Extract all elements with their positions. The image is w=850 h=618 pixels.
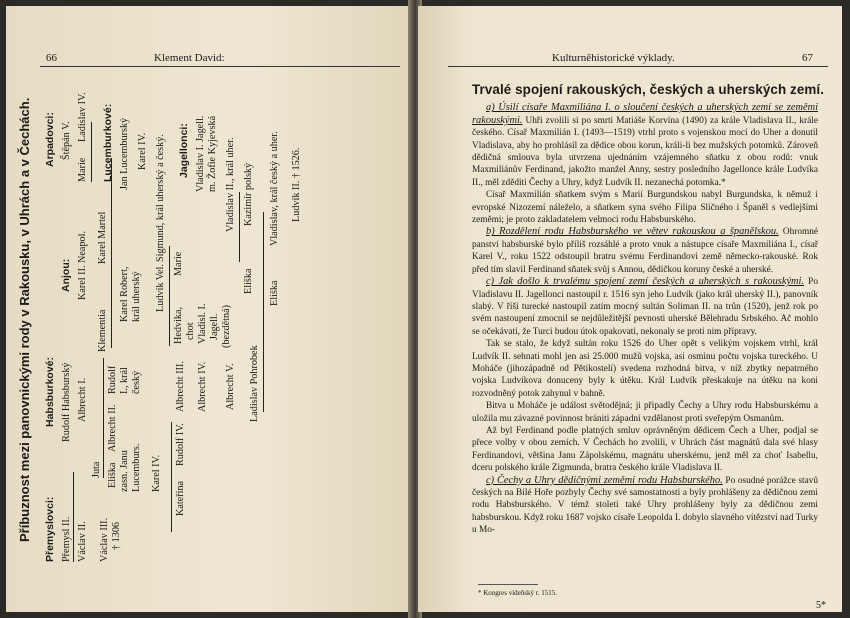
connector: [169, 246, 170, 346]
arpadovci-heading: Arpadovci:: [44, 112, 56, 167]
klementia: Klementia: [97, 309, 108, 352]
hedvika: Hedvika,: [173, 306, 184, 344]
genealogy-table: [11, 62, 411, 562]
anjou-heading: Anjou:: [60, 258, 72, 292]
section-a-text2: Císař Maxmilián sňatkem svým s Marií Burgundskou nabyl Burgundska, k němuž i evropské Nizozemí náleželo, a sňatkem syna svého Filipa Sličného i Španěl s vedlejšími zeměmi; je proto zakladatelem velmoci rodu Habsburského.: [472, 190, 818, 226]
connector: [111, 158, 112, 348]
section-d-title: c) Čechy a Uhry dědičnými zeměmi rodu Habsburského.: [486, 474, 723, 486]
hedvika-jagell: Jagell.: [209, 313, 220, 340]
albrecht-iv: Albrecht IV.: [197, 361, 208, 412]
rudolf-habsbursky: Rudolf Habsburský: [61, 362, 72, 442]
footnote: * Kongres vídeňský r. 1515.: [478, 589, 557, 597]
section-c-text: Po Vladislavu II. Jagellonci nastoupil r. 1516 syn jeho Ludvík (jako král uherský II.), panovník slabý. V říši turecké nastoupil zatím mocný sultán Soliman II. na trůn (1520), jenž rok po svém nastoupení zmocnil se nejdůležitější pevnosti uherské Bělehradu Srbského. Ač mohlo se očekávati, že Turci budou útok opakovati, nekonaly se proti nim přípravy.: [472, 277, 818, 337]
section-d-text: Po osudné porážce stavů českých na Bílé Hoře pozbyly Čechy své samostatnosti a byly prohlášeny za dědičnou zemi rodu Habsburského. V témž století také Uhry prohlášeny byly za dědičnou zemi habsburskou. Když roku 1687 vojsko císaře Leopolda I. dobylo slavného vítězství nad Turky u Mo-: [472, 475, 819, 536]
juta: Juta: [91, 461, 102, 478]
eliska-habsburk: Eliška: [107, 462, 118, 488]
right-header-rule: [448, 66, 828, 67]
kazimir-polsky: Kazimír polský: [243, 162, 254, 226]
paragraph-bitva: Bitva u Moháče je událost světodějná; ji připadly Čechy a Uhry rodu Habsburskému a uložila mu závazné povinnost brániti západní vzdělanost proti sveřepým Osmanům.: [472, 401, 818, 424]
section-a-text: Uhři zvolili si po smrti Matiáše Korvína (1490) za krále Vladislava II., krále českého. Císař Maxmilián I. (1493—1519) vtrhl proto s vojenskou mocí do Uher a donutil Vladislava, aby ho prohlásil za dědice obou korun, králi-li bez mužských potomků. Zároveň dědičná smlouva byla utvrzena ujednáním vzájemného sňatku z obou rodů: vnuk Maxmiliánův Ferdinand, jakožto manžel Anny, sestry posledního Jagellonce krále Ludvíka II., měl zděditi Čechy a Uhry, když Ludvík II. nezanechá potomka.*: [472, 115, 818, 188]
right-page: [418, 6, 842, 612]
left-running-head: Klement David:: [154, 52, 225, 64]
rudolf-i: Rudolf: [107, 365, 118, 394]
sigmund: Sigmund, král uherský a český.: [155, 134, 166, 262]
section-a-title: a) Úsilí císaře Maxmiliána I. o sloučení českých a uherských zemí se zeměmi rakouskými.: [472, 102, 818, 126]
albrecht-ii: Albrecht II.: [107, 404, 118, 452]
left-page-number: 66: [46, 52, 57, 64]
marie-arpad: Marie: [77, 157, 88, 182]
vaclav-iii-death: † 1306: [111, 521, 122, 550]
hedvika-bezdetna: (bezdětná): [221, 305, 232, 348]
hedvika-vladisl: Vladisl. I.: [197, 303, 208, 344]
premysl-ii: Přemysl II.: [61, 516, 72, 562]
vladislav-kral: Vladislav, král český a uher.: [269, 131, 280, 246]
section-c-title: c) Jak došlo k trvalému spojení zemí českých a uherských s rakouskými.: [486, 276, 805, 288]
vladislav-ii-uher: Vladislav II., král uher.: [225, 137, 236, 232]
connector: [73, 472, 74, 562]
right-running-head: Kulturněhistorické výklady.: [552, 52, 675, 64]
vaclav-ii: Václav II.: [77, 521, 88, 562]
eliska-zasn: zasn. Janu: [119, 450, 130, 492]
jagellonci-heading: Jagellonci:: [178, 123, 190, 178]
albrecht-i: Albrecht I.: [77, 377, 88, 422]
paragraph-ferdinand: Až byl Ferdinand podle platných smluv oprávněným dědicem Čech a Uher, podjal se přece volby v obou zemích. V Čechách ho zvolili, v Uhrách část magnátů dala své hlasy Ferdinandovi, většina Janu Zápolskému, magnátu uherskému, jenž měl za choť Isabellu, dceru polského krále Zigmunda, bratra českého krále Vladislava II.: [472, 425, 818, 474]
habsburkove-heading: Habsburkové:: [44, 356, 56, 427]
connector: [171, 422, 172, 532]
karel-martel: Karel Martel: [97, 211, 108, 264]
paragraph-mohac: Tak se stalo, že když sultán roku 1526 do Uher opět s velikým vojskem vtrhl, král Ludvík II. sehnati mohl jen asi 25.000 mužů vojska, asi osminu počtu vojska tureckého. U Moháče (jihozápadně od Pětikostelí) svedena rozhodná bitva, v níž zbytky nepatrného vojska Ludvíkova donuceny byly k útěku. Král Ludvík přeskakuje na útěku na koni rozvodněný potok zahynul v bahně.: [472, 339, 818, 399]
karel-iv-lucem: Karel IV.: [137, 132, 148, 170]
karel-robert: Karel Robert,: [119, 266, 130, 322]
right-body: [472, 82, 825, 537]
footnote-rule: [478, 584, 538, 585]
karel-ii-neapol: Karel II. Neapol.: [77, 230, 88, 300]
jan-lucembursky: Jan Lucemburský: [119, 117, 130, 190]
hedvika-chot: chot: [185, 322, 196, 340]
lucemburkove-heading: Lucemburkové:: [102, 103, 114, 182]
ladislav-iv: Ladislav IV.: [77, 92, 88, 142]
albrecht-iii: Albrecht III.: [175, 361, 186, 412]
table-title: Příbuznost mezi panovnickými rody v Rakousku, v Uhrách a v Čechách.: [17, 97, 32, 542]
katerina: Kateřina: [175, 480, 186, 516]
ludvik-ii: Ludvík II. † 1526.: [291, 147, 302, 222]
chapter-heading: Trvalé spojení rakouských, českých a uherských zemí.: [472, 82, 825, 97]
section-b-text: Ohromné panství habsburské bylo příliš rozsáhlé a proto vnuk a nástupce císaře Maxmiliána I., císař Karel V., roku 1522 odstoupil bratru svému Ferdinandovi země německo-rakouské. Rok před tím slavil Ferdinand sňatek svůj s Annou, dědičkou koruny české a uherské.: [472, 227, 818, 275]
rudolf-iv: Rudolf IV.: [175, 423, 186, 466]
right-page-number: 67: [802, 52, 813, 64]
connector: [239, 192, 240, 262]
connector: [91, 122, 92, 182]
zofie-kyjevska: m. Žofie Kyjevská: [207, 115, 218, 192]
stepan-v: Štěpán V.: [61, 121, 72, 160]
premyslovci-heading: Přemyslovci:: [44, 496, 56, 562]
vladislav-i-jagell: Vladislav I. Jagell.: [195, 115, 206, 192]
signature-mark: 5*: [816, 600, 826, 611]
eliska-anjou-2: Eliška: [269, 280, 280, 306]
connector: [103, 358, 104, 478]
ludvik-vel: Ludvík Vel.: [155, 264, 166, 312]
albrecht-v: Albrecht V.: [225, 363, 236, 410]
karel-robert-kral: král uherský: [131, 271, 142, 322]
rudolf-i-kral: I., král: [119, 367, 130, 394]
ladislav-pohrobek: Ladislav Pohrobek: [249, 345, 260, 422]
vaclav-iii: Václav III.: [99, 517, 110, 562]
rudolf-i-cesky: český: [131, 370, 142, 394]
eliska-anjou-1: Eliška: [243, 268, 254, 294]
section-b-title: b) Rozdělení rodu Habsburského ve větev rakouskou a španělskou.: [486, 226, 779, 238]
eliska-lucembur: Lucemburs.: [131, 443, 142, 492]
karel-iv-habsb: Karel IV.: [151, 454, 162, 492]
connector: [263, 212, 264, 412]
left-page: [6, 6, 414, 612]
marie-anjou: Marie: [173, 251, 184, 276]
